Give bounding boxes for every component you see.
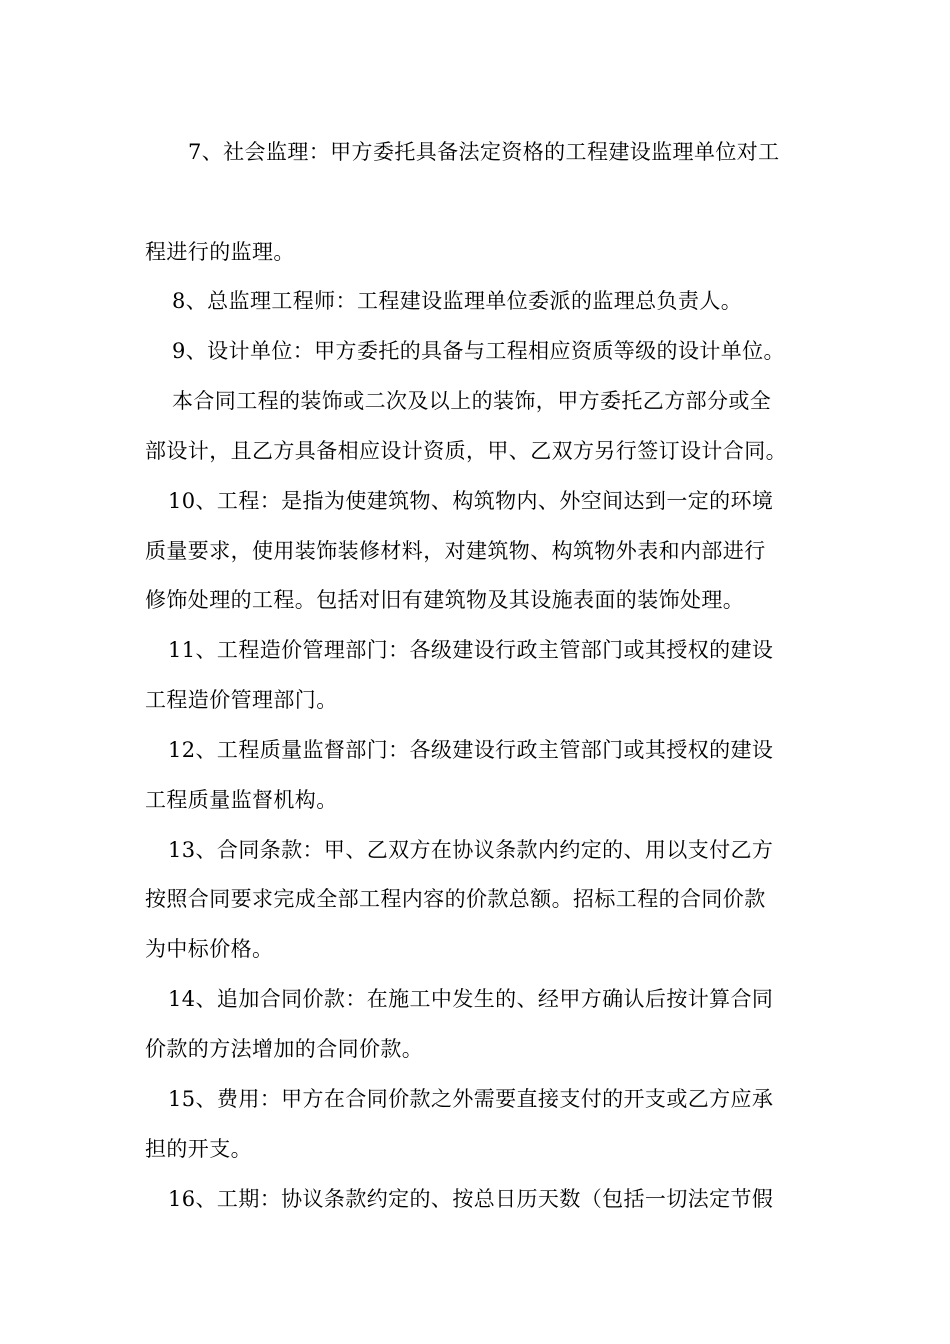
text-line: 8、总监理工程师：工程建设监理单位委派的监理总负责人。 [172, 289, 743, 313]
text-line: 15、费用：甲方在合同价款之外需要直接支付的开支或乙方应承 [168, 1087, 774, 1111]
text-line: 16、工期：协议条款约定的、按总日历天数（包括一切法定节假 [168, 1187, 774, 1211]
text-line: 工程质量监督机构。 [145, 788, 338, 812]
text-line: 10、工程：是指为使建筑物、构筑物内、外空间达到一定的环境 [168, 489, 774, 513]
text-line: 11、工程造价管理部门：各级建设行政主管部门或其授权的建设 [168, 638, 774, 662]
text-line: 部设计，且乙方具备相应设计资质，甲、乙双方另行签订设计合同。 [145, 439, 787, 463]
text-line: 14、追加合同价款：在施工中发生的、经甲方确认后按计算合同 [168, 987, 774, 1011]
text-line: 为中标价格。 [145, 937, 274, 961]
text-line: 价款的方法增加的合同价款。 [145, 1037, 424, 1061]
text-line: 质量要求，使用装饰装修材料，对建筑物、构筑物外表和内部进行 [145, 539, 766, 563]
text-line: 13、合同条款：甲、乙双方在协议条款内约定的、用以支付乙方 [168, 838, 774, 862]
text-line: 7、社会监理：甲方委托具备法定资格的工程建设监理单位对工 [188, 140, 780, 164]
text-line: 12、工程质量监督部门：各级建设行政主管部门或其授权的建设 [168, 738, 774, 762]
text-line: 修饰处理的工程。包括对旧有建筑物及其设施表面的装饰处理。 [145, 588, 745, 612]
text-line: 担的开支。 [145, 1137, 252, 1161]
text-line: 工程造价管理部门。 [145, 688, 338, 712]
text-line: 程进行的监理。 [145, 240, 295, 264]
text-line: 按照合同要求完成全部工程内容的价款总额。招标工程的合同价款 [145, 887, 766, 911]
text-line: 9、设计单位：甲方委托的具备与工程相应资质等级的设计单位。 [172, 339, 785, 363]
text-line: 本合同工程的装饰或二次及以上的装饰，甲方委托乙方部分或全 [172, 389, 772, 413]
